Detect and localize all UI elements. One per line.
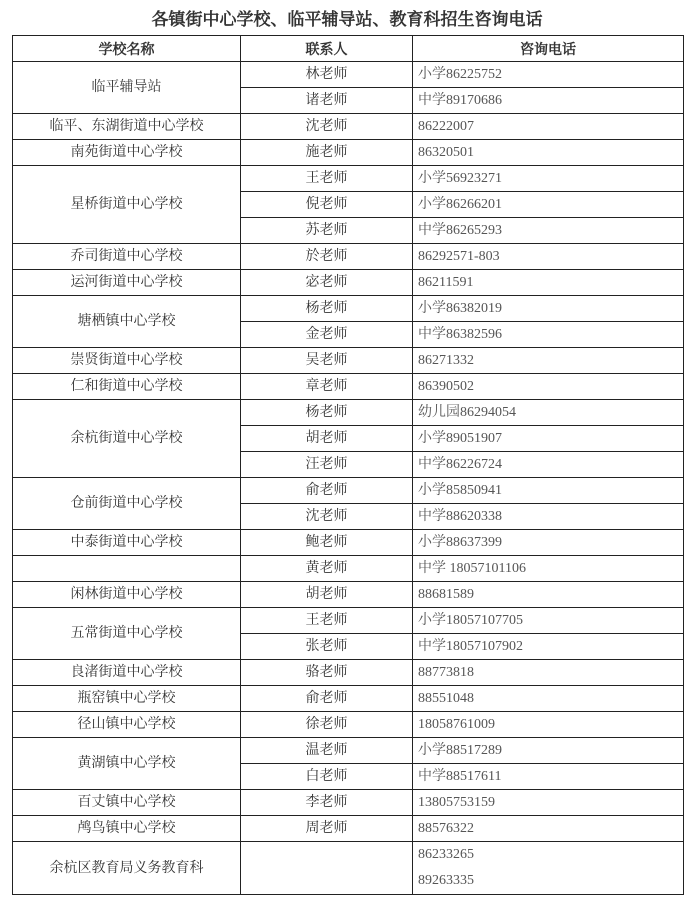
contact-name: 温老师 (241, 738, 413, 764)
school-name: 黄湖镇中心学校 (13, 738, 241, 790)
contact-name: 吴老师 (241, 348, 413, 374)
table-row (13, 790, 684, 816)
school-name: 运河街道中心学校 (13, 270, 241, 296)
school-name: 五常街道中心学校 (13, 608, 241, 660)
contact-name: 杨老师 (241, 400, 413, 426)
table-row (13, 582, 684, 608)
phone-number: 幼儿园86294054 (413, 400, 684, 426)
contact-name: 俞老师 (241, 686, 413, 712)
school-name: 鸬鸟镇中心学校 (13, 816, 241, 842)
phone-number: 86233265 (418, 847, 474, 862)
phone-number: 86222007 (413, 114, 684, 140)
phone-number: 小学88637399 (413, 530, 684, 556)
table-body (13, 62, 684, 895)
table-row (13, 270, 684, 296)
phone-number: 86292571-803 (413, 244, 684, 270)
table-row (13, 244, 684, 270)
table-row (13, 374, 684, 400)
school-name: 瓶窑镇中心学校 (13, 686, 241, 712)
contact-name: 施老师 (241, 140, 413, 166)
contact-name: 宓老师 (241, 270, 413, 296)
phone-number: 小学86382019 (413, 296, 684, 322)
contact-name: 俞老师 (241, 478, 413, 504)
contact-name: 汪老师 (241, 452, 413, 478)
contact-name: 沈老师 (241, 114, 413, 140)
contact-name: 苏老师 (241, 218, 413, 244)
contact-name: 王老师 (241, 166, 413, 192)
table-row (13, 478, 684, 504)
phone-number: 86211591 (413, 270, 684, 296)
phone-number: 88773818 (413, 660, 684, 686)
contact-name: 鲍老师 (241, 530, 413, 556)
header-contact: 联系人 (241, 36, 413, 62)
contact-name: 金老师 (241, 322, 413, 348)
table-row-last (13, 842, 684, 895)
school-name: 径山镇中心学校 (13, 712, 241, 738)
school-name: 乔司街道中心学校 (13, 244, 241, 270)
table-row (13, 166, 684, 192)
phone-number: 88551048 (413, 686, 684, 712)
table-row (13, 296, 684, 322)
school-name: 良渚街道中心学校 (13, 660, 241, 686)
contact-name (241, 842, 413, 895)
page-title: 各镇街中心学校、临平辅导站、教育科招生咨询电话 (151, 10, 543, 30)
contact-name: 周老师 (241, 816, 413, 842)
school-name: 余杭区教育局义务教育科 (13, 842, 241, 895)
table-header-row (13, 36, 684, 62)
phone-number: 86390502 (413, 374, 684, 400)
contact-name: 诸老师 (241, 88, 413, 114)
phone-number: 小学18057107705 (413, 608, 684, 634)
contact-name: 倪老师 (241, 192, 413, 218)
school-name: 余杭街道中心学校 (13, 400, 241, 478)
contact-name: 张老师 (241, 634, 413, 660)
table-row (13, 738, 684, 764)
phone-number: 88681589 (413, 582, 684, 608)
phone-number: 中学88620338 (413, 504, 684, 530)
contact-name: 林老师 (241, 62, 413, 88)
school-name: 百丈镇中心学校 (13, 790, 241, 816)
phone-number: 18058761009 (413, 712, 684, 738)
header-phone: 咨询电话 (413, 36, 684, 62)
contact-name: 李老师 (241, 790, 413, 816)
phone-number: 中学86382596 (413, 322, 684, 348)
phone-number: 中学 18057101106 (413, 556, 684, 582)
phone-number: 小学86266201 (413, 192, 684, 218)
school-name: 崇贤街道中心学校 (13, 348, 241, 374)
school-name (13, 556, 241, 582)
school-name: 星桥街道中心学校 (13, 166, 241, 244)
contact-table (12, 35, 684, 895)
phone-number: 86320501 (413, 140, 684, 166)
phone-number: 中学18057107902 (413, 634, 684, 660)
school-name: 塘栖镇中心学校 (13, 296, 241, 348)
table-row (13, 114, 684, 140)
table-row (13, 140, 684, 166)
school-name: 中泰街道中心学校 (13, 530, 241, 556)
contact-name: 胡老师 (241, 426, 413, 452)
school-name: 仁和街道中心学校 (13, 374, 241, 400)
contact-name: 骆老师 (241, 660, 413, 686)
header-school-name: 学校名称 (13, 36, 241, 62)
table-row (13, 348, 684, 374)
table-row (13, 660, 684, 686)
phone-number: 中学86265293 (413, 218, 684, 244)
phone-number: 中学89170686 (413, 88, 684, 114)
contact-name: 王老师 (241, 608, 413, 634)
contact-name: 徐老师 (241, 712, 413, 738)
phone-number: 小学56923271 (413, 166, 684, 192)
table-row (13, 62, 684, 88)
phone-number: 13805753159 (413, 790, 684, 816)
table-row (13, 712, 684, 738)
table-row (13, 686, 684, 712)
table-row (13, 608, 684, 634)
table-row (13, 816, 684, 842)
phone-number: 中学88517611 (413, 764, 684, 790)
phone-number: 中学86226724 (413, 452, 684, 478)
table-row (13, 400, 684, 426)
contact-name: 於老师 (241, 244, 413, 270)
school-name: 南苑街道中心学校 (13, 140, 241, 166)
school-name: 临平、东湖街道中心学校 (13, 114, 241, 140)
phone-number: 小学85850941 (413, 478, 684, 504)
contact-name: 黄老师 (241, 556, 413, 582)
phone-number: 小学86225752 (413, 62, 684, 88)
contact-name: 沈老师 (241, 504, 413, 530)
school-name: 仓前街道中心学校 (13, 478, 241, 530)
contact-name: 杨老师 (241, 296, 413, 322)
contact-name: 章老师 (241, 374, 413, 400)
table-row (13, 530, 684, 556)
phone-number: 89263335 (418, 873, 474, 888)
phone-cell (413, 842, 684, 895)
phone-number: 小学89051907 (413, 426, 684, 452)
school-name: 闲林街道中心学校 (13, 582, 241, 608)
phone-number: 88576322 (413, 816, 684, 842)
phone-number: 小学88517289 (413, 738, 684, 764)
school-name: 临平辅导站 (13, 62, 241, 114)
contact-name: 白老师 (241, 764, 413, 790)
table-row (13, 556, 684, 582)
contact-name: 胡老师 (241, 582, 413, 608)
phone-number: 86271332 (413, 348, 684, 374)
